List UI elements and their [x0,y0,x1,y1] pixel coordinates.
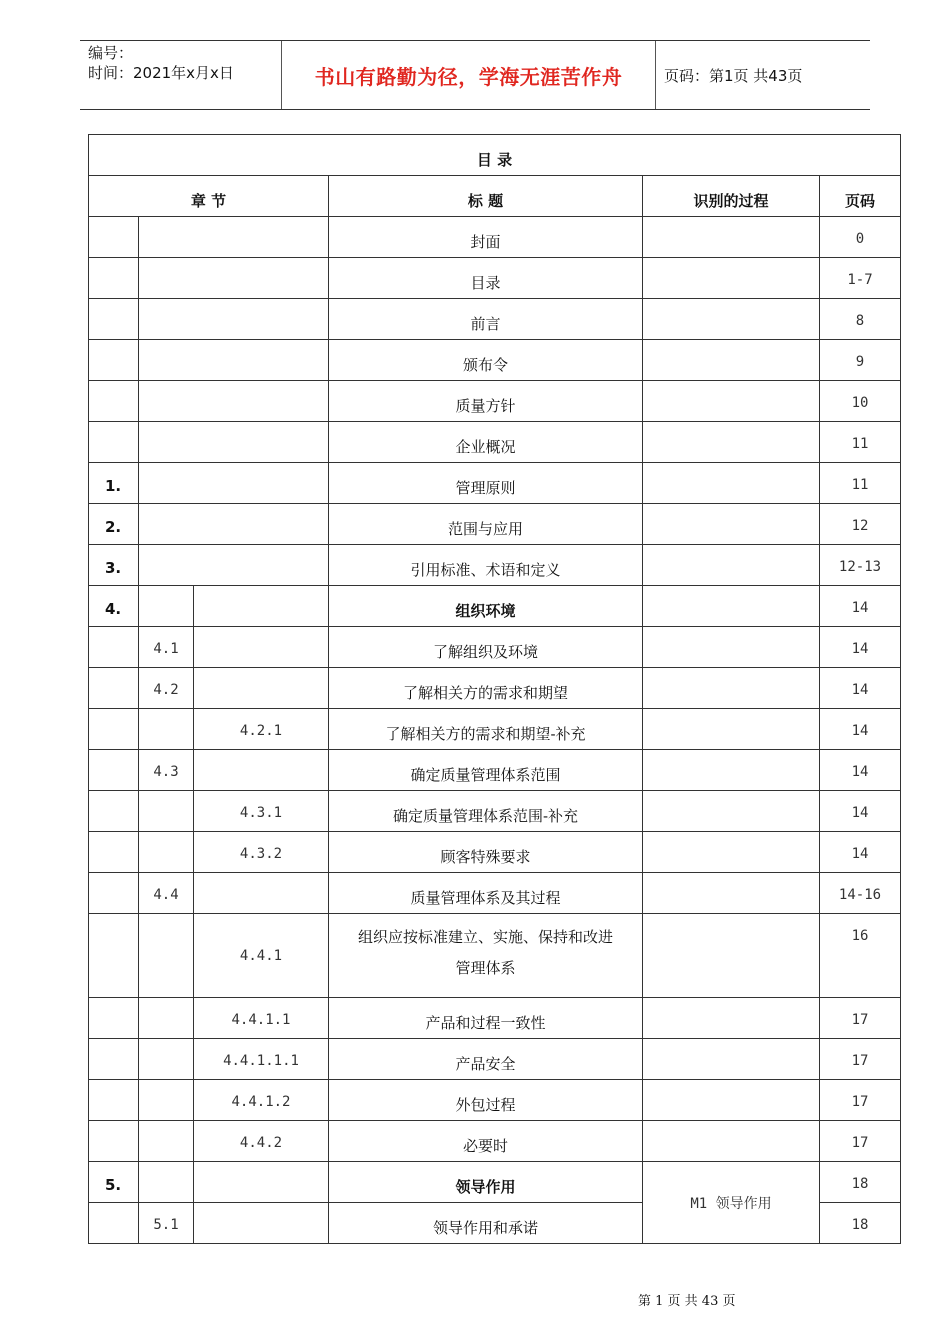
cell-section [139,791,194,832]
cell-process [643,381,820,422]
table-row [89,709,901,750]
cell-page: 9 [820,340,901,381]
cell-title[interactable]: 封面 [329,217,643,258]
cell-process [643,873,820,914]
cell-subsection: 4.3.2 [194,832,329,873]
cell-subsection: 4.2.1 [194,709,329,750]
cell-title[interactable]: 领导作用和承诺 [329,1203,643,1244]
cell-section [139,504,329,545]
cell-title[interactable]: 产品安全 [329,1039,643,1080]
cell-page: 17 [820,1039,901,1080]
table-row [89,1162,901,1203]
cell-page: 18 [820,1203,901,1244]
cell-subsection [194,627,329,668]
cell-subsection: 4.4.1.2 [194,1080,329,1121]
table-row [89,381,901,422]
cell-section [139,914,194,998]
cell-chapter: 4. [89,586,139,627]
cell-section [139,1121,194,1162]
cell-page: 8 [820,299,901,340]
column-header-chapter: 章 节 [89,176,329,217]
cell-page: 14 [820,750,901,791]
cell-page: 14 [820,627,901,668]
cell-page: 14 [820,586,901,627]
cell-subsection [194,586,329,627]
cell-title[interactable]: 了解相关方的需求和期望-补充 [329,709,643,750]
title-line: 组织应按标准建立、实施、保持和改进 [357,928,613,946]
cell-subsection [194,668,329,709]
cell-page: 16 [820,914,901,998]
cell-title[interactable]: 质量方针 [329,381,643,422]
cell-section [139,1080,194,1121]
table-row [89,463,901,504]
cell-page: 10 [820,381,901,422]
cell-process [643,832,820,873]
cell-title[interactable]: 领导作用 [329,1162,643,1203]
cell-section: 4.1 [139,627,194,668]
cell-title[interactable]: 确定质量管理体系范围 [329,750,643,791]
cell-section [139,381,329,422]
cell-title[interactable]: 顾客特殊要求 [329,832,643,873]
document-number-label: 编号： [88,44,134,62]
cell-chapter [89,422,139,463]
toc-table [88,134,901,1244]
cell-chapter [89,1080,139,1121]
table-row [89,1039,901,1080]
cell-section [139,217,329,258]
table-row [89,545,901,586]
page-header [80,40,870,110]
table-row [89,504,901,545]
cell-chapter [89,750,139,791]
cell-chapter [89,709,139,750]
table-row [89,998,901,1039]
cell-title[interactable]: 企业概况 [329,422,643,463]
cell-subsection [194,750,329,791]
column-header-page: 页码 [820,176,901,217]
cell-chapter [89,258,139,299]
cell-section [139,1162,194,1203]
cell-subsection: 4.4.1.1 [194,998,329,1039]
cell-chapter: 1. [89,463,139,504]
cell-process [643,545,820,586]
cell-section [139,340,329,381]
cell-chapter: 2. [89,504,139,545]
cell-chapter [89,668,139,709]
cell-process [643,1080,820,1121]
cell-page: 14 [820,832,901,873]
header-motto: 书山有路勤为径，学海无涯苦作舟 [281,41,656,109]
table-row [89,422,901,463]
table-row [89,340,901,381]
cell-chapter [89,299,139,340]
cell-page: 11 [820,463,901,504]
cell-subsection: 4.4.2 [194,1121,329,1162]
cell-section [139,463,329,504]
cell-title[interactable]: 目录 [329,258,643,299]
cell-chapter [89,873,139,914]
table-row [89,299,901,340]
cell-section [139,258,329,299]
cell-chapter: 5. [89,1162,139,1203]
cell-process [643,791,820,832]
cell-title[interactable]: 范围与应用 [329,504,643,545]
cell-chapter: 3. [89,545,139,586]
cell-process [643,750,820,791]
cell-title[interactable]: 了解组织及环境 [329,627,643,668]
cell-section: 4.4 [139,873,194,914]
cell-process [643,258,820,299]
cell-chapter [89,998,139,1039]
table-row [89,1121,901,1162]
cell-process [643,422,820,463]
cell-section [139,832,194,873]
table-row [89,791,901,832]
cell-title[interactable] [329,914,643,998]
cell-chapter [89,791,139,832]
cell-subsection [194,1203,329,1244]
cell-subsection [194,1162,329,1203]
cell-chapter [89,340,139,381]
table-row [89,258,901,299]
cell-chapter [89,914,139,998]
cell-page: 0 [820,217,901,258]
cell-chapter [89,832,139,873]
cell-page: 14-16 [820,873,901,914]
cell-chapter [89,1203,139,1244]
cell-chapter [89,1039,139,1080]
cell-section [139,586,194,627]
cell-title[interactable]: 前言 [329,299,643,340]
table-row [89,832,901,873]
cell-title[interactable]: 外包过程 [329,1080,643,1121]
cell-chapter [89,217,139,258]
cell-title[interactable]: 产品和过程一致性 [329,998,643,1039]
cell-process [643,586,820,627]
cell-page: 14 [820,791,901,832]
cell-title[interactable]: 引用标准、术语和定义 [329,545,643,586]
cell-page: 12-13 [820,545,901,586]
cell-section [139,709,194,750]
cell-process [643,340,820,381]
column-header-title: 标 题 [329,176,643,217]
cell-process [643,914,820,998]
cell-process [643,1121,820,1162]
cell-page: 17 [820,1121,901,1162]
cell-process [643,998,820,1039]
column-header-process: 识别的过程 [643,176,820,217]
cell-page: 1-7 [820,258,901,299]
title-line: 管理体系 [455,959,516,977]
cell-process [643,504,820,545]
cell-title[interactable]: 确定质量管理体系范围-补充 [329,791,643,832]
table-row [89,914,901,998]
cell-section [139,998,194,1039]
cell-page: 11 [820,422,901,463]
cell-process [643,217,820,258]
cell-section [139,299,329,340]
cell-page: 17 [820,1080,901,1121]
cell-title[interactable]: 颁布令 [329,340,643,381]
cell-title[interactable]: 必要时 [329,1121,643,1162]
cell-process [643,299,820,340]
cell-chapter [89,1121,139,1162]
cell-page: 17 [820,998,901,1039]
cell-process [643,1039,820,1080]
cell-page: 14 [820,668,901,709]
table-row [89,668,901,709]
cell-subsection: 4.4.1 [194,914,329,998]
header-page-info: 页码：第1页 共43页 [664,66,803,85]
cell-subsection: 4.3.1 [194,791,329,832]
cell-section: 4.3 [139,750,194,791]
cell-process [643,627,820,668]
cell-title[interactable]: 了解相关方的需求和期望 [329,668,643,709]
table-row [89,586,901,627]
table-row [89,873,901,914]
header-meta [88,43,284,83]
cell-page: 12 [820,504,901,545]
cell-section [139,1039,194,1080]
cell-section: 4.2 [139,668,194,709]
cell-section [139,422,329,463]
cell-subsection: 4.4.1.1.1 [194,1039,329,1080]
cell-chapter [89,381,139,422]
cell-title[interactable]: 质量管理体系及其过程 [329,873,643,914]
cell-process [643,668,820,709]
cell-page: 18 [820,1162,901,1203]
cell-section: 5.1 [139,1203,194,1244]
cell-process [643,463,820,504]
cell-page: 14 [820,709,901,750]
table-row [89,217,901,258]
document-time-label: 时间：2021年x月x日 [88,64,234,82]
cell-process [643,709,820,750]
cell-process: M1 领导作用 [643,1162,820,1244]
cell-title[interactable]: 管理原则 [329,463,643,504]
cell-title[interactable]: 组织环境 [329,586,643,627]
cell-section [139,545,329,586]
cell-chapter [89,627,139,668]
table-row [89,1080,901,1121]
cell-subsection [194,873,329,914]
page-footer: 第 1 页 共 43 页 [638,1294,736,1309]
toc-title: 目 录 [89,135,901,176]
table-row [89,627,901,668]
table-row [89,750,901,791]
